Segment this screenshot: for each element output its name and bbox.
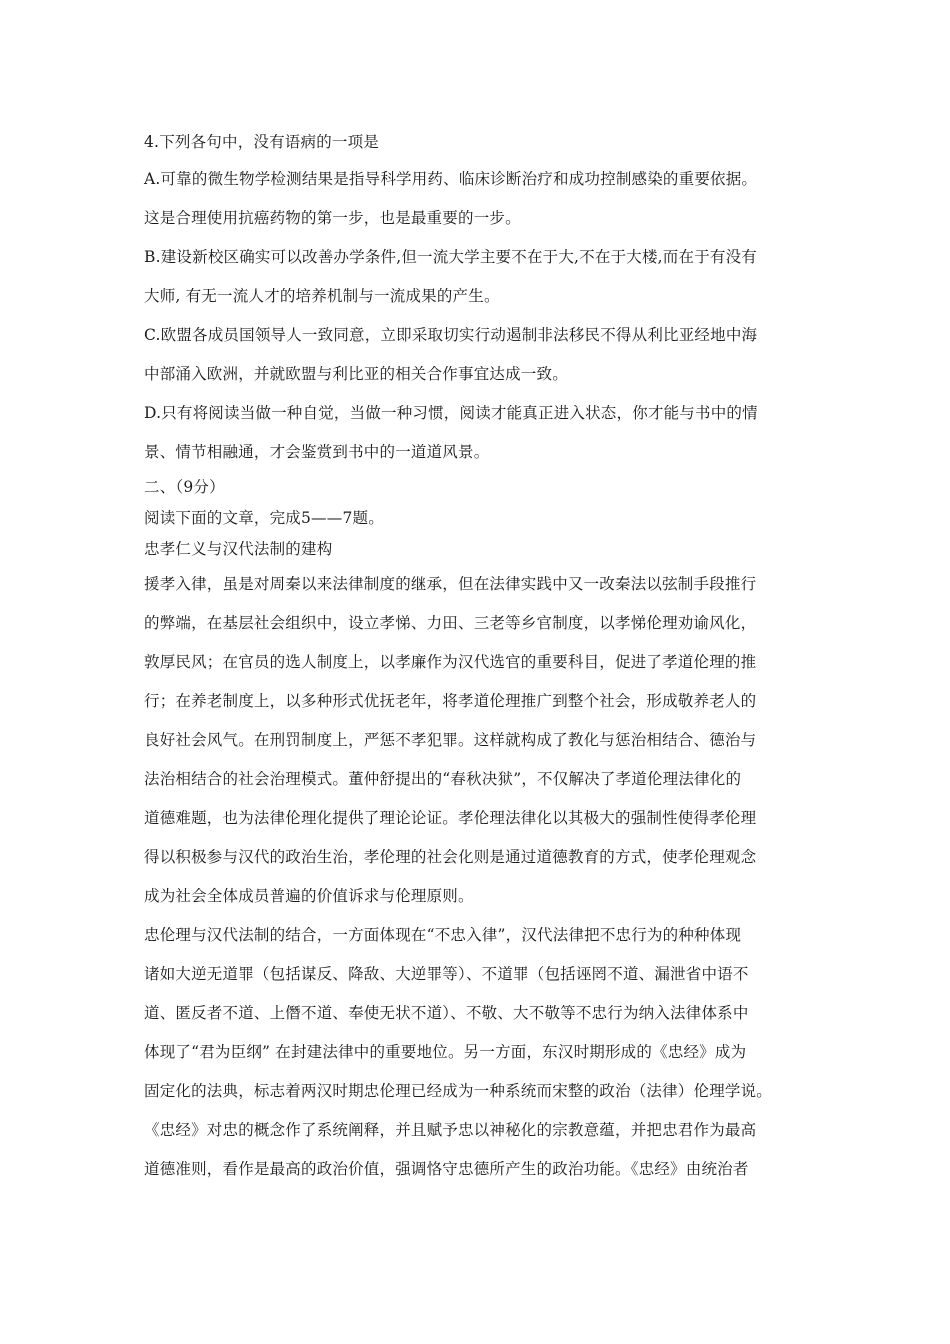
- question-4-stem: 4.下列各句中，没有语病的一项是: [144, 133, 379, 151]
- option-c-line-2: 中部涌入欧洲，并就欧盟与利比亚的相关合作事宜达成一致。: [144, 365, 568, 383]
- paragraph-line: 法治相结合的社会治理模式。董仲舒提出的“春秋决狱”，不仅解决了孝道伦理法律化的: [144, 770, 742, 788]
- option-b-line-1: B.建设新校区确实可以改善办学条件,但一流大学主要不在于大,不在于大楼,而在于有没有: [144, 248, 758, 266]
- paragraph-line: 体现了“君为臣纲” 在封建法律中的重要地位。另一方面，东汉时期形成的《忠经》成为: [144, 1043, 747, 1061]
- paragraph-line: 得以积极参与汉代的政治生治，孝伦理的社会化则是通过道德教育的方式，使孝伦理观念: [144, 848, 757, 866]
- option-c-line-1: C.欧盟各成员国领导人一致同意，立即采取切实行动遏制非法移民不得从利比亚经地中海: [144, 326, 758, 344]
- paragraph-line: 良好社会风气。在刑罚制度上，严惩不孝犯罪。这样就构成了教化与惩治相结合、德治与: [144, 731, 757, 749]
- option-d-line-1: D.只有将阅读当做一种自觉，当做一种习惯，阅读才能真正进入状态，你才能与书中的情: [144, 404, 758, 422]
- article-title: 忠孝仁义与汉代法制的建构: [144, 540, 333, 558]
- option-a-line-2: 这是合理使用抗癌药物的第一步，也是最重要的一步。: [144, 209, 521, 227]
- option-b-line-2: 大师, 有无一流人才的培养机制与一流成果的产生。: [144, 287, 500, 305]
- paragraph-line: 忠伦理与汉代法制的结合，一方面体现在“不忠入律”，汉代法律把不忠行为的种种体现: [144, 926, 742, 944]
- option-a-line-1: A.可靠的微生物学检测结果是指导科学用药、临床诊断治疗和成功控制感染的重要依据。: [144, 170, 758, 188]
- paragraph-line: 《忠经》对忠的概念作了系统阐释，并且赋予忠以神秘化的宗教意蕴，并把忠君作为最高: [144, 1121, 757, 1139]
- paragraph-line: 道德难题，也为法律伦理化提供了理论论证。孝伦理法律化以其极大的强制性使得孝伦理: [144, 809, 757, 827]
- paragraph-line: 道、匿反者不道、上僭不道、奉使无状不道）、不敬、大不敬等不忠行为纳入法律体系中: [144, 1004, 749, 1022]
- document-body: [144, 125, 814, 1189]
- paragraph-line: 成为社会全体成员普遍的价值诉求与伦理原则。: [144, 887, 474, 905]
- paragraph-1: [144, 565, 814, 916]
- option-d-line-2: 景、情节相融通，才会鉴赏到书中的一道道风景。: [144, 443, 490, 461]
- section-heading: 二、（9分）: [144, 478, 225, 496]
- paragraph-line: 道德准则，看作是最高的政治价值，强调恪守忠德所产生的政治功能。《忠经》由统治者: [144, 1160, 749, 1178]
- paragraph-line: 固定化的法典，标志着两汉时期忠伦理已经成为一种系统而宋整的政治（法律）伦理学说。: [144, 1082, 773, 1100]
- paragraph-line: 行；在养老制度上，以多种形式优抚老年，将孝道伦理推广到整个社会，形成敬养老人的: [144, 692, 757, 710]
- paragraph-line: 敦厚民风；在官员的选人制度上，以孝廉作为汉代选官的重要科目，促进了孝道伦理的推: [144, 653, 757, 671]
- reading-instruction: 阅读下面的文章，完成5——7题。: [144, 509, 384, 527]
- paragraph-line: 援孝入律，虽是对周秦以来法律制度的继承，但在法律实践中又一改秦法以弦制手段推行: [144, 575, 757, 593]
- paragraph-line: 的弊端，在基层社会组织中，设立孝悌、力田、三老等乡官制度，以孝悌伦理劝谕风化，: [144, 614, 757, 632]
- paragraph-line: 诸如大逆无道罪（包括谋反、降敌、大逆罪等）、不道罪（包括诬罔不道、漏泄省中语不: [144, 965, 749, 983]
- paragraph-2: [144, 916, 814, 1189]
